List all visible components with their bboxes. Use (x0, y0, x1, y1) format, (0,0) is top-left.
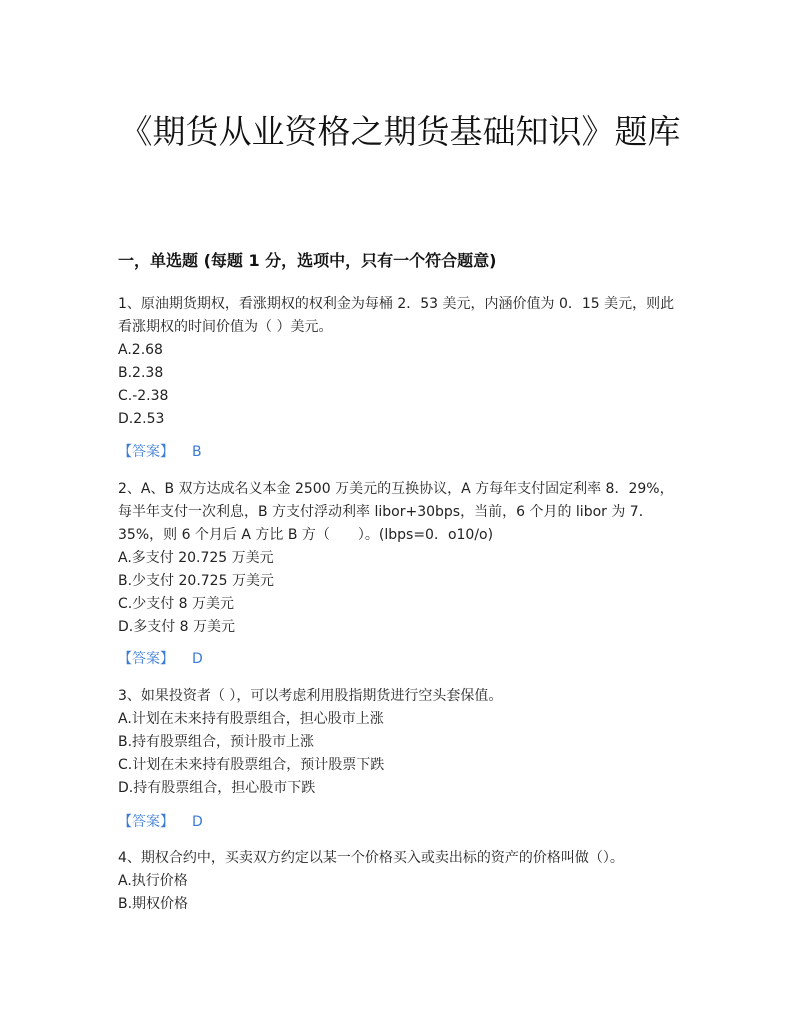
option-a: A.多支付 20.725 万美元 (118, 550, 274, 566)
section-heading: 一，单选题 (每题 1 分，选项中，只有一个符合题意) (118, 251, 497, 270)
option-c: C.少支付 8 万美元 (118, 596, 235, 612)
option-b: B.持有股票组合，预计股市上涨 (118, 734, 315, 750)
question-stem: 2、A、B 双方达成名义本金 2500 万美元的互换协议，A 方每年支付固定利率 8．29%，每半年支付一次利息，B 方支付浮动利率 libor+30bps，当前，6 个月的 libor 为 7．35%，则 6 个月后 A 方比 B 方（ ）。(lbps=0．o10/o) (118, 481, 674, 543)
answer-label: 【答案】 (118, 444, 174, 460)
question-stem: 3、如果投资者（ ），可以考虑利用股指期货进行空头套保值。 (118, 688, 503, 704)
option-c: C.计划在未来持有股票组合，预计股票下跌 (118, 757, 385, 773)
question-stem: 4、期权合约中，买卖双方约定以某一个价格买入或卖出标的资产的价格叫做（）。 (118, 850, 624, 866)
answer-2 (118, 648, 203, 671)
option-c: C.-2.38 (118, 388, 169, 404)
option-b: B.2.38 (118, 365, 164, 381)
question-stem: 1、原油期货期权，看涨期权的权利金为每桶 2．53 美元，内涵价值为 0．15 美元，则此看涨期权的时间价值为（ ）美元。 (118, 296, 675, 335)
answer-1 (118, 441, 202, 464)
question-4 (118, 847, 684, 916)
option-d: D.多支付 8 万美元 (118, 619, 236, 635)
option-b: B.少支付 20.725 万美元 (118, 573, 274, 589)
answer-value: D (192, 651, 203, 667)
answer-value: D (192, 814, 203, 830)
option-a: A.执行价格 (118, 873, 188, 889)
option-d: D.持有股票组合，担心股市下跌 (118, 780, 316, 796)
option-d: D.2.53 (118, 411, 165, 427)
option-a: A.计划在未来持有股票组合，担心股市上涨 (118, 711, 384, 727)
question-2 (118, 478, 684, 639)
question-1 (118, 293, 684, 431)
answer-label: 【答案】 (118, 651, 174, 667)
document-title: 《期货从业资格之期货基础知识》题库 (119, 112, 681, 151)
answer-3 (118, 811, 203, 834)
option-a: A.2.68 (118, 342, 163, 358)
answer-value: B (192, 444, 202, 460)
answer-label: 【答案】 (118, 814, 174, 830)
question-3 (118, 685, 684, 800)
option-b: B.期权价格 (118, 896, 189, 912)
